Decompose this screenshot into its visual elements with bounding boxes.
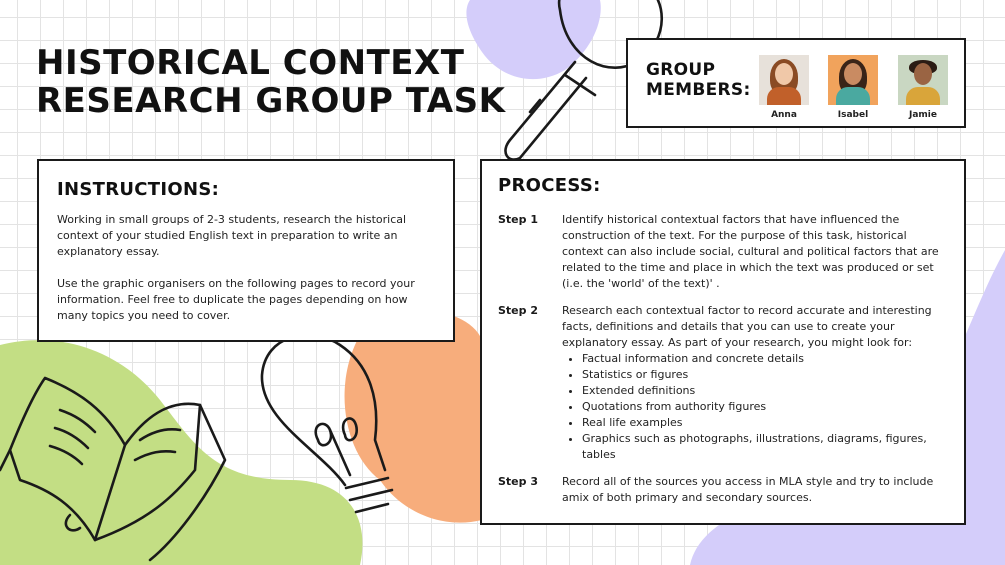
group-members-panel xyxy=(626,38,966,128)
step-2-content xyxy=(562,303,948,463)
research-list xyxy=(562,351,948,463)
list-item: • Quotations from authority figures xyxy=(582,399,948,415)
step-text: Record all of the sources you access in MLA style and try to include amix of both primary and secondary sources. xyxy=(562,475,934,504)
member-name: Isabel xyxy=(837,110,869,120)
process-panel xyxy=(480,159,966,525)
group-heading-line-1: GROUP xyxy=(646,60,716,80)
step-label: Step 1 xyxy=(498,213,538,226)
step-2 xyxy=(498,303,948,463)
step-text: Identify historical contextual factors that have influenced the construction of the text. For the purpose of this task, historical context can also include social, cultural and political factors that are related to the time and place in which the text was produced or set (i.e. the 'world' of the text)' . xyxy=(562,213,939,290)
instructions-heading: INSTRUCTIONS: xyxy=(57,179,220,200)
step-label: Step 3 xyxy=(498,475,538,488)
instructions-panel xyxy=(37,159,455,342)
green-blob xyxy=(0,340,362,565)
instructions-paragraph-2: Use the graphic organisers on the following pages to record your information. Feel free to duplicate the pages depending on how many topics you need to cover. xyxy=(57,277,415,322)
group-members-heading xyxy=(646,60,751,100)
title-line-2: RESEARCH GROUP TASK xyxy=(36,81,506,121)
step-1 xyxy=(498,212,948,292)
group-heading-line-2: MEMBERS: xyxy=(646,80,751,100)
member-photo-isabel xyxy=(828,55,878,105)
member-photo-anna xyxy=(759,55,809,105)
title-line-1: HISTORICAL CONTEXT xyxy=(36,43,465,83)
list-item: • Graphics such as photographs, illustrations, diagrams, figures, tables xyxy=(582,431,948,463)
step-text: Research each contextual factor to record accurate and interesting facts, definitions and details that you can use to create your explanatory essay. As part of your research, you might look for: xyxy=(562,304,932,349)
step-label: Step 2 xyxy=(498,304,538,317)
member-photo-jamie xyxy=(898,55,948,105)
list-item: • Extended definitions xyxy=(582,383,948,399)
member-name: Jamie xyxy=(909,110,937,120)
list-item: • Statistics or figures xyxy=(582,367,948,383)
list-item: • Real life examples xyxy=(582,415,948,431)
member-jamie xyxy=(896,55,950,120)
member-anna xyxy=(757,55,811,120)
step-3 xyxy=(498,474,948,506)
process-heading: PROCESS: xyxy=(498,175,601,196)
instructions-paragraph-1: Working in small groups of 2-3 students, research the historical context of your studied English text in preparation to write an explanatory essay. xyxy=(57,213,407,258)
member-name: Anna xyxy=(771,110,797,120)
member-isabel xyxy=(826,55,880,120)
list-item: • Factual information and concrete details xyxy=(582,351,948,367)
page-title xyxy=(36,44,505,120)
